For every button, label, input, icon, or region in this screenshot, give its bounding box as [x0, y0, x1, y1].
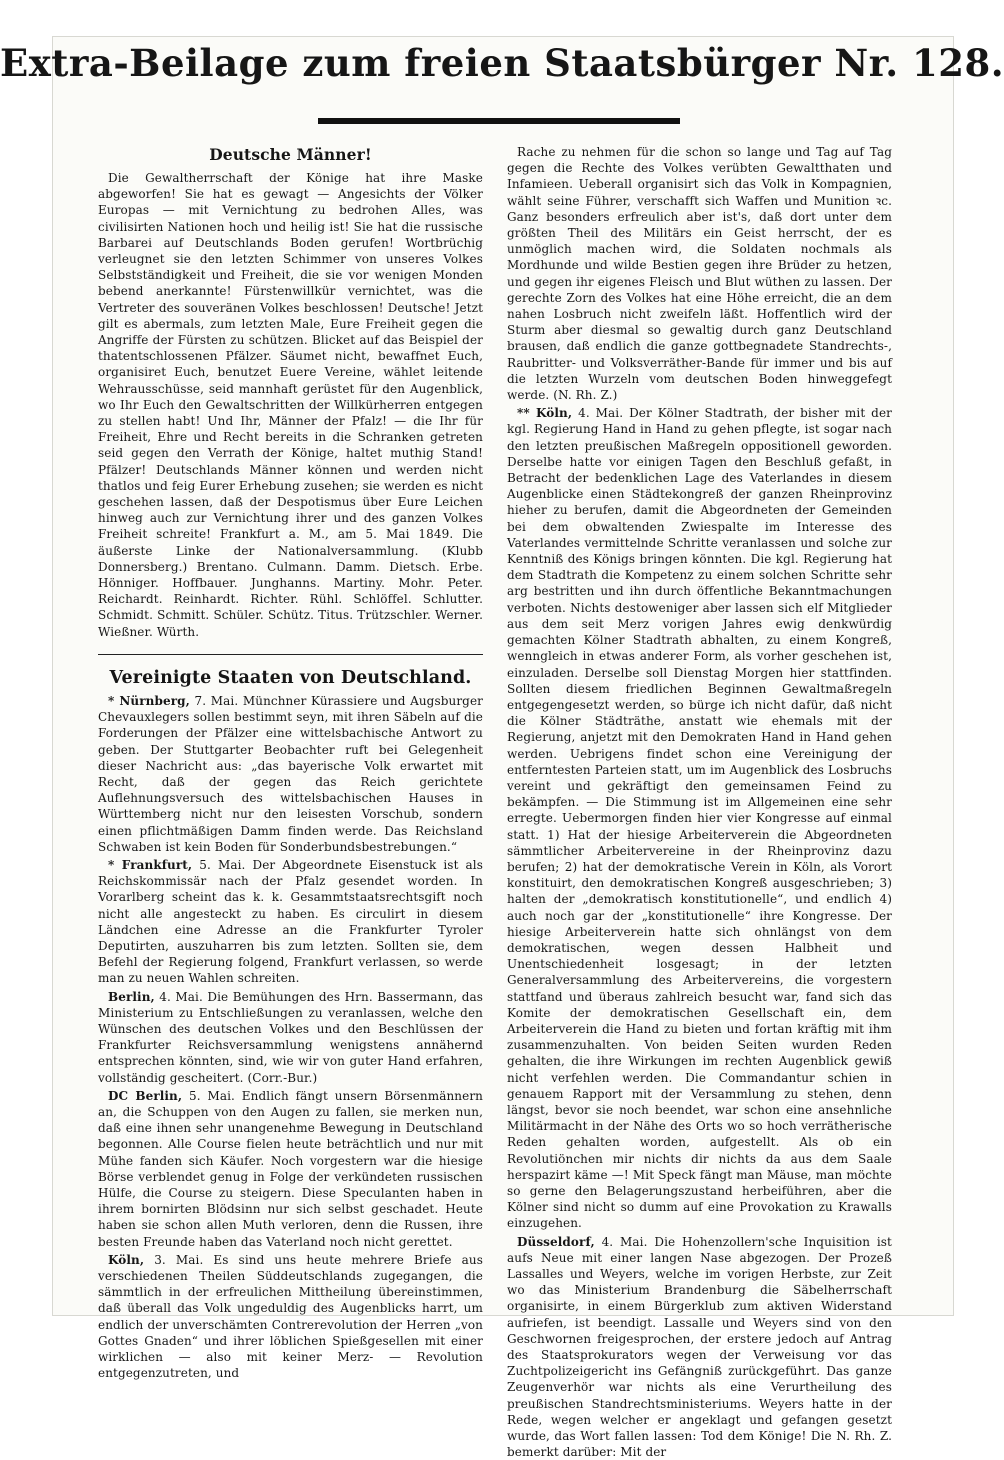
- article-body: 4. Mai. Der Kölner Stadtrath, der bisher mit der kgl. Regierung Hand in Hand zu gehen pflegte, ist sogar nach den letzten preußischen Maßregeln oppositionell geworden. Derselbe hatte vor einigen Tagen den Beschluß gefaßt, in Betracht der bedenklichen Lage des Vaterlandes in diesem Augenblicke einen Städtekongreß der ganzen Rheinprovinz hieher zu berufen, damit die Abgeordneten der Gemeinden bei dem obwaltenden Zwiespalte im Interesse des Vaterlandes vermittelnde Schritte veranlassen und solche zur Kenntniß des Königs bringen könnten. Die kgl. Regierung hat dem Stadtrath die Kompetenz zu einem solchen Schritte sehr arg bestritten und ihn durch öffentliche Bekanntmachungen verboten. Nichts destoweniger aber lassen sich elf Mitglieder aus dem seit Merz vorigen Jahres ewig denkwürdig gemachten Kölner Stadtrath abhalten, zu einem Kongreß, wenngleich in etwas anderer Form, als vorher geschehen ist, einzuladen. Derselbe soll Dienstag Morgen hier stattfinden. Sollten diesem friedlichen Beginnen Gewaltmaßregeln entgegengesetzt werden, so bürge ich nicht dafür, daß nicht die Kölner Städträthe, anstatt wie ehemals mit der Regierung, anjetzt mit den Demokraten Hand in Hand gehen werden. Uebrigens findet schon eine Vereinigung der entferntesten Parteien statt, um im Augenblick des Losbruchs vereint und gekräftigt den gemeinsamen Feind zu bekämpfen. — Die Stimmung ist im Allgemeinen eine sehr erregte. Uebermorgen finden hier vier Kongresse auf einmal statt. 1) Hat der hiesige Arbeiterverein die Abgeordneten sämmtlicher Arbeitervereine in der Rheinprovinz dazu berufen; 2) hat der demokratische Verein in Köln, als Vorort konstituirt, den demokratischen Kongreß ausgeschrieben; 3) halten der „demokratisch konstitutionelle“, und endlich 4) auch noch gar der „konstitutionelle“ ihre Kongresse. Der hiesige Arbeiterverein hatte sich ohnlängst von dem demokratischen, wegen dessen Halbheit und Unentschiedenheit losgesagt; in der letzten Generalversammlung des Arbeitervereins, die vorgestern stattfand und überaus zahlreich besucht war, fand sich das Komite der demokratischen Gesellschaft ein, dem Arbeiterverein die Hand zu bieten und fortan kräftig mit ihm zusammenzuhalten. Von beiden Seiten wurden Reden gehalten, die ihre Wirkungen im rechten Augenblick gewiß nicht verfehlen werden. Die Commandantur schien in genauem Rapport mit der Versammlung zu stehen, denn längst, bevor sie noch beendet, war schon eine ansehnliche Militärmacht in der Nähe des Orts wo so hoch verrätherische Reden gehalten worden, aufgestellt. Als ob ein Revolutiönchen mir nichts dir nichts da aus dem Saale herspazirt käme —! Mit Speck fängt man Mäuse, man möchte so gerne den Belagerungszustand herbeiführen, aber die Kölner sind nicht so dumm auf eine Provokation zu Krawalls einzugehen.: [507, 406, 892, 1231]
- article-body: 5. Mai. Der Abgeordnete Eisenstuck ist als Reichskommissär nach der Pfalz gesendet worden. In Vorarlberg scheint das k. k. Gesammtstaatsrechtsgift noch nicht alle angesteckt zu haben. Es circulirt in diesem Ländchen eine Adresse an die Frankfurter Tyroler Deputirten, auszuharren bis zum letzten. Sollten sie, dem Befehl der Regierung folgend, Frankfurt verlassen, so werde man zu neuen Wahlen schreiten.: [98, 857, 484, 986]
- proclamation-text: Die Gewaltherrschaft der Könige hat ihre Maske abgeworfen! Sie hat es gewagt — Angesichts der Völker Europas — mit Vernichtung zu bedrohen Alles, was civilisirten Nationen hoch und heilig ist! Sie hat die russische Barbarei auf Deutschlands Boden gerufen! Wortbrüchig verleugnet sie den letzten Schimmer von unseres Volkes Selbstständigkeit und Freiheit, die sie vor wenigen Monden bebend anerkannte! Fürstenwillkür vernichtet, was die Vertreter des souveränen Volkes beschlossen! Deutsche! Jetzt gilt es abermals, zum letzten Male, Eure Freiheit gegen die Angriffe der Fürsten zu schützen. Blicket auf das Beispiel der thatentschlossenen Pfälzer. Säumet nicht, bewaffnet Euch, organisiret Euch, benutzet Euere Vereine, wählet leitende Wehrausschüsse, seid mannhaft gerüstet für den Augenblick, wo Ihr Euch den Gewaltschritten der Willkürherren entgegen zu stellen habt! Und Ihr, Männer der Pfalz! — die Ihr für Freiheit, Ehre und Recht bereits in die Schranken getreten seid gegen den Verrath der Könige, haltet muthig Stand! Pfälzer! Deutschlands Männer können und werden nicht thatlos und feig Eurer Erhebung zusehen; sie werden es nicht geschehen lassen, daß der Despotismus über Eure Leichen hinweg auch zur Vernichtung ihrer und des ganzen Volkes Freiheit schreite! Frankfurt a. M., am 5. Mai 1849. Die äußerste Linke der Nationalversammlung. (Klubb Donnersberg.) Brentano. Culmann. Damm. Dietsch. Erbe. Hönniger. Hoffbauer. Junghanns. Martiny. Mohr. Peter. Reichardt. Reinhardt. Richter. Rühl. Schlöffel. Schlutter. Schmidt. Schmitt. Schüler. Schütz. Titus. Trützschler. Werner. Wießner. Würth.: [98, 171, 483, 639]
- article-dateline: ** Köln,: [517, 406, 573, 421]
- section-divider: [98, 654, 483, 655]
- article-koeln-3-mai: [98, 1252, 483, 1382]
- article-dateline: * Nürnberg,: [108, 693, 190, 708]
- right-column: [507, 144, 892, 1460]
- article-nuernberg: [98, 693, 483, 855]
- article-body: 4. Mai. Die Bemühungen des Hrn. Bassermann, das Ministerium zu Entschließungen zu veranlassen, welche den Wünschen des deutschen Volkes und den Beschlüssen der Frankfurter Reichsversammlung wenigstens annähernd entsprechen könnten, sind, wie wir von guter Hand erfahren, vollständig gescheitert. (Corr.-Bur.): [98, 989, 483, 1085]
- article-dateline: Düsseldorf,: [517, 1234, 595, 1249]
- article-dateline: * Frankfurt,: [108, 857, 193, 872]
- section-title-deutsche-maenner: Deutsche Männer!: [209, 145, 372, 164]
- continuation-text: Rache zu nehmen für die schon so lange und Tag auf Tag gegen die Rechte des Volkes verübten Gewaltthaten und Infamieen. Ueberall organisirt sich das Volk in Kompagnien, wählt seine Führer, verschafft sich Waffen und Munition ꝛc. Ganz besonders erfreulich aber ist's, daß dort unter dem größten Theil des Militärs ein Geist herrscht, der es unmöglich machen wird, die Soldaten nochmals als Mordhunde und wilde Bestien gegen ihre Brüder zu hetzen, und gegen ihr eigenes Fleisch und Blut wüthen zu lassen. Der gerechte Zorn des Volkes hat eine Höhe erreicht, die an dem nahen Losbruch nicht zweifeln läßt. Hoffentlich wird der Sturm aber diesmal so gewaltig durch ganz Deutschland brausen, daß endlich die ganze gottbegnadete Standrechts-, Raubritter- und Volksverräther-Bande für immer und bis auf die letzten Wurzeln vom deutschen Boden hinweggefegt werde. (N. Rh. Z.): [507, 145, 892, 403]
- masthead-title: Extra-Beilage zum freien Staatsbürger Nr. 128.: [0, 41, 1004, 85]
- masthead-rule: [318, 118, 680, 124]
- section-title-vereinigte-staaten: Vereinigte Staaten von Deutschland.: [109, 667, 472, 688]
- article-body: 5. Mai. Endlich fängt unsern Börsenmännern an, die Schuppen von den Augen zu fallen, sie merken nun, daß eine ihnen sehr unangenehme Bewegung in Deutschland begonnen. Alle Course fielen heute beträchtlich und nur mit Mühe fanden sich Käufer. Noch vorgestern war die hiesige Börse verblendet genug in Folge der verkündeten russischen Hülfe, die Course zu steigern. Diese Speculanten haben in ihrem bornirten Blödsinn nur sich selbst geschadet. Heute haben sie schon allen Muth verloren, denn die Russen, ihre besten Freunde haben das Vaterland noch nicht gerettet.: [98, 1088, 483, 1249]
- article-body: 3. Mai. Es sind uns heute mehrere Briefe aus verschiedenen Theilen Süddeutschlands zugegangen, die sämmtlich in der erfreulichen Mittheilung übereinstimmen, daß überall das Volk ungeduldig des Augenblicks harrt, um endlich der unverschämten Contrerevolution der Herren „von Gottes Gnaden“ und ihrer löblichen Spießgesellen mit einer wirklichen — also mit keiner Merz- — Revolution entgegenzutreten, und: [98, 1252, 484, 1381]
- article-dateline: DC Berlin,: [108, 1088, 183, 1103]
- article-dateline: Köln,: [108, 1252, 145, 1267]
- article-duesseldorf: [507, 1234, 892, 1460]
- article-koeln-4-mai: [507, 405, 892, 1231]
- article-frankfurt: [98, 857, 483, 987]
- article-berlin: [98, 989, 483, 1086]
- article-body: 4. Mai. Die Hohenzollern'sche Inquisition ist aufs Neue mit einer langen Nase abgezogen. Der Prozeß Lassalles und Weyers, welche im vorigen Herbste, zur Zeit wo das Ministerium Brandenburg die Säbelherrschaft organisirte, in einem Bürgerklub zum aktiven Widerstand aufriefen, ist beendigt. Lassalle und Weyers sind von den Geschwornen freigesprochen, der erstere jedoch auf Antrag des Staatsprokurators wegen der Verweisung vor das Zuchtpolizeigericht ins Gefängniß zurückgeführt. Das ganze Zeugenverhör war nichts als eine Verurtheilung des preußischen Standrechtsministeriums. Weyers hatte in der Rede, wegen welcher er angeklagt und gefangen gesetzt wurde, das Wort fallen lassen: Tod dem Könige! Die N. Rh. Z. bemerkt darüber: Mit der: [507, 1234, 892, 1460]
- left-column: [98, 144, 484, 1381]
- article-dc-berlin: [98, 1088, 483, 1250]
- article-dateline: Berlin,: [108, 989, 155, 1004]
- article-body: 7. Mai. Münchner Kürassiere und Augsburger Chevauxlegers sollen bestimmt seyn, mit ihren Säbeln auf die Forderungen der Pfälzer eine wittelsbachische Antwort zu geben. Der Stuttgarter Beobachter ruft bei Gelegenheit dieser Nachricht aus: „das bayerische Volk erwartet mit Recht, daß der gegen das Reich gerichtete Auflehnungsversuch des wittelsbachischen Hauses in Württemberg nicht nur den leisesten Vorschub, sondern einen pflichtmäßigen Damm finden werde. Das Reichsland Schwaben ist kein Boden für Sonderbundsbestrebungen.“: [98, 693, 483, 854]
